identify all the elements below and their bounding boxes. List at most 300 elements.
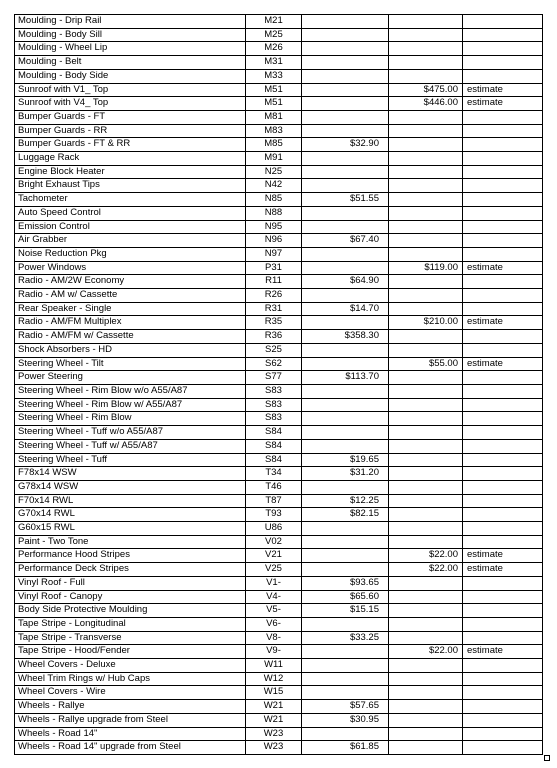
option-description-cell: Wheels - Road 14" [15,727,246,741]
option-note-cell [463,384,543,398]
option-price-cell [302,686,389,700]
option-code-cell: W15 [246,686,302,700]
option-note-cell [463,576,543,590]
table-row [15,316,543,330]
option-estimate-price-cell [389,412,463,426]
option-price-cell [302,522,389,536]
option-note-cell [463,700,543,714]
option-estimate-price-cell [389,152,463,166]
table-row [15,453,543,467]
option-note-cell [463,659,543,673]
option-description-cell: Bumper Guards - FT [15,110,246,124]
option-description-cell: F70x14 RWL [15,494,246,508]
option-note-cell [463,343,543,357]
table-row [15,617,543,631]
option-code-cell: M26 [246,42,302,56]
option-note-cell [463,590,543,604]
option-note-cell [463,42,543,56]
option-estimate-price-cell [389,508,463,522]
option-price-cell [302,28,389,42]
table-row [15,220,543,234]
table-row [15,69,543,83]
option-description-cell: Bumper Guards - RR [15,124,246,138]
option-code-cell: V02 [246,535,302,549]
option-description-cell: Moulding - Drip Rail [15,15,246,29]
option-note-cell [463,494,543,508]
table-row [15,206,543,220]
option-code-cell: S83 [246,412,302,426]
option-code-cell: R31 [246,302,302,316]
option-note-cell [463,289,543,303]
table-row [15,522,543,536]
option-price-cell [302,617,389,631]
table-row [15,110,543,124]
option-estimate-price-cell [389,480,463,494]
option-code-cell: R11 [246,275,302,289]
table-row [15,138,543,152]
table-row [15,700,543,714]
option-description-cell: Rear Speaker - Single [15,302,246,316]
option-price-cell: $65.60 [302,590,389,604]
option-price-cell [302,645,389,659]
option-note-cell [463,275,543,289]
option-note-cell [463,631,543,645]
option-description-cell: Steering Wheel - Tilt [15,357,246,371]
option-note-cell [463,508,543,522]
option-description-cell: Bright Exhaust Tips [15,179,246,193]
option-description-cell: Tachometer [15,193,246,207]
option-estimate-price-cell [389,631,463,645]
table-row [15,289,543,303]
table-row [15,727,543,741]
option-estimate-price-cell [389,672,463,686]
option-note-cell [463,247,543,261]
table-row [15,398,543,412]
table-row [15,261,543,275]
table-row [15,508,543,522]
option-note-cell: estimate [463,549,543,563]
table-row [15,467,543,481]
option-estimate-price-cell [389,110,463,124]
option-note-cell [463,604,543,618]
option-estimate-price-cell [389,467,463,481]
option-note-cell [463,56,543,70]
table-row [15,357,543,371]
option-code-cell: M85 [246,138,302,152]
option-estimate-price-cell [389,604,463,618]
option-description-cell: Tape Stripe - Hood/Fender [15,645,246,659]
option-note-cell [463,480,543,494]
option-description-cell: Steering Wheel - Rim Blow w/o A55/A87 [15,384,246,398]
option-code-cell: W23 [246,741,302,755]
option-description-cell: Radio - AM/2W Economy [15,275,246,289]
option-description-cell: Wheels - Rallye [15,700,246,714]
option-code-cell: M81 [246,110,302,124]
option-price-cell [302,165,389,179]
option-code-cell: W21 [246,713,302,727]
option-note-cell [463,412,543,426]
option-code-cell: S84 [246,453,302,467]
option-code-cell: N85 [246,193,302,207]
option-code-cell: R36 [246,330,302,344]
table-row [15,330,543,344]
option-note-cell [463,426,543,440]
option-note-cell [463,371,543,385]
option-price-cell: $57.65 [302,700,389,714]
option-price-cell: $51.55 [302,193,389,207]
option-description-cell: Steering Wheel - Tuff [15,453,246,467]
option-estimate-price-cell [389,206,463,220]
option-description-cell: Air Grabber [15,234,246,248]
option-note-cell: estimate [463,645,543,659]
option-code-cell: V6- [246,617,302,631]
option-estimate-price-cell [389,330,463,344]
option-estimate-price-cell [389,590,463,604]
option-note-cell [463,234,543,248]
option-estimate-price-cell [389,275,463,289]
table-row [15,549,543,563]
option-code-cell: V1- [246,576,302,590]
option-note-cell [463,713,543,727]
option-price-cell [302,727,389,741]
option-estimate-price-cell [389,289,463,303]
option-price-cell [302,220,389,234]
table-row [15,234,543,248]
option-price-cell [302,343,389,357]
option-note-cell [463,206,543,220]
option-price-cell [302,289,389,303]
option-estimate-price-cell: $22.00 [389,549,463,563]
option-note-cell [463,398,543,412]
option-code-cell: V9- [246,645,302,659]
table-row [15,604,543,618]
option-estimate-price-cell [389,56,463,70]
option-price-cell [302,69,389,83]
option-description-cell: Moulding - Body Sill [15,28,246,42]
table-row [15,179,543,193]
page-end-marker [544,755,550,761]
option-price-cell [302,439,389,453]
option-estimate-price-cell [389,522,463,536]
option-estimate-price-cell [389,727,463,741]
option-estimate-price-cell: $22.00 [389,645,463,659]
table-row [15,152,543,166]
option-price-cell: $93.65 [302,576,389,590]
table-row [15,535,543,549]
option-code-cell: S77 [246,371,302,385]
option-price-cell: $15.15 [302,604,389,618]
table-row [15,384,543,398]
option-price-cell [302,563,389,577]
option-estimate-price-cell [389,659,463,673]
option-price-cell: $82.15 [302,508,389,522]
option-note-cell: estimate [463,563,543,577]
table-row [15,193,543,207]
option-description-cell: Vinyl Roof - Full [15,576,246,590]
option-note-cell: estimate [463,316,543,330]
option-code-cell: W21 [246,700,302,714]
option-code-cell: M21 [246,15,302,29]
option-price-cell [302,247,389,261]
table-row [15,97,543,111]
option-estimate-price-cell [389,343,463,357]
table-row [15,426,543,440]
option-note-cell [463,302,543,316]
option-price-cell: $30.95 [302,713,389,727]
option-note-cell [463,686,543,700]
option-code-cell: S84 [246,426,302,440]
option-note-cell [463,439,543,453]
table-row [15,42,543,56]
option-note-cell [463,165,543,179]
option-estimate-price-cell: $210.00 [389,316,463,330]
table-row [15,83,543,97]
option-description-cell: Paint - Two Tone [15,535,246,549]
option-price-cell: $12.25 [302,494,389,508]
option-price-cell [302,42,389,56]
option-description-cell: Sunroof with V1_ Top [15,83,246,97]
option-note-cell [463,467,543,481]
option-code-cell: W11 [246,659,302,673]
option-code-cell: S83 [246,384,302,398]
option-note-cell [463,193,543,207]
option-code-cell: N96 [246,234,302,248]
option-code-cell: M33 [246,69,302,83]
option-description-cell: Power Steering [15,371,246,385]
option-estimate-price-cell: $446.00 [389,97,463,111]
option-description-cell: F78x14 WSW [15,467,246,481]
option-note-cell [463,28,543,42]
option-code-cell: S84 [246,439,302,453]
option-estimate-price-cell [389,15,463,29]
option-note-cell: estimate [463,97,543,111]
option-description-cell: Bumper Guards - FT & RR [15,138,246,152]
table-row [15,28,543,42]
option-price-cell: $358.30 [302,330,389,344]
option-estimate-price-cell [389,713,463,727]
option-note-cell [463,152,543,166]
table-row [15,371,543,385]
option-code-cell: V21 [246,549,302,563]
option-price-cell [302,56,389,70]
option-description-cell: Radio - AM w/ Cassette [15,289,246,303]
table-row [15,645,543,659]
option-estimate-price-cell [389,426,463,440]
table-row [15,412,543,426]
options-table [14,14,543,755]
option-code-cell: R26 [246,289,302,303]
option-code-cell: R35 [246,316,302,330]
table-row [15,741,543,755]
option-estimate-price-cell [389,247,463,261]
option-code-cell: M31 [246,56,302,70]
option-code-cell: M51 [246,83,302,97]
option-code-cell: N97 [246,247,302,261]
option-code-cell: V5- [246,604,302,618]
table-row [15,275,543,289]
option-estimate-price-cell [389,741,463,755]
option-price-cell [302,124,389,138]
option-estimate-price-cell [389,700,463,714]
table-row [15,124,543,138]
option-price-cell: $14.70 [302,302,389,316]
option-description-cell: Wheels - Road 14" upgrade from Steel [15,741,246,755]
option-description-cell: Luggage Rack [15,152,246,166]
option-description-cell: Emission Control [15,220,246,234]
option-description-cell: Moulding - Body Side [15,69,246,83]
option-estimate-price-cell [389,453,463,467]
option-note-cell [463,672,543,686]
option-description-cell: Moulding - Wheel Lip [15,42,246,56]
table-row [15,576,543,590]
option-estimate-price-cell: $475.00 [389,83,463,97]
options-table-body [15,15,543,755]
option-code-cell: V8- [246,631,302,645]
option-estimate-price-cell: $55.00 [389,357,463,371]
option-description-cell: Vinyl Roof - Canopy [15,590,246,604]
option-note-cell [463,522,543,536]
option-description-cell: Noise Reduction Pkg [15,247,246,261]
option-note-cell [463,330,543,344]
table-row [15,302,543,316]
option-code-cell: M83 [246,124,302,138]
option-estimate-price-cell [389,398,463,412]
option-price-cell [302,412,389,426]
option-estimate-price-cell [389,28,463,42]
option-description-cell: Engine Block Heater [15,165,246,179]
option-price-cell [302,549,389,563]
option-code-cell: M25 [246,28,302,42]
option-description-cell: Steering Wheel - Tuff w/ A55/A87 [15,439,246,453]
option-description-cell: Wheel Covers - Wire [15,686,246,700]
option-description-cell: Steering Wheel - Tuff w/o A55/A87 [15,426,246,440]
option-description-cell: G78x14 WSW [15,480,246,494]
option-code-cell: W23 [246,727,302,741]
option-price-cell [302,316,389,330]
option-code-cell: S62 [246,357,302,371]
table-row [15,590,543,604]
option-description-cell: Performance Deck Stripes [15,563,246,577]
table-row [15,686,543,700]
table-row [15,713,543,727]
option-note-cell: estimate [463,261,543,275]
option-estimate-price-cell [389,384,463,398]
option-estimate-price-cell [389,165,463,179]
option-note-cell [463,220,543,234]
option-description-cell: Body Side Protective Moulding [15,604,246,618]
option-price-cell [302,426,389,440]
option-note-cell [463,124,543,138]
option-code-cell: N95 [246,220,302,234]
option-code-cell: T34 [246,467,302,481]
option-code-cell: T93 [246,508,302,522]
option-price-cell [302,659,389,673]
option-price-cell: $32.90 [302,138,389,152]
option-code-cell: V4- [246,590,302,604]
option-code-cell: T87 [246,494,302,508]
table-row [15,480,543,494]
option-price-cell [302,152,389,166]
option-description-cell: Wheels - Rallye upgrade from Steel [15,713,246,727]
option-price-cell [302,97,389,111]
option-price-cell: $33.25 [302,631,389,645]
option-code-cell: V25 [246,563,302,577]
option-price-cell: $61.85 [302,741,389,755]
option-code-cell: T46 [246,480,302,494]
option-price-cell [302,110,389,124]
option-code-cell: M91 [246,152,302,166]
option-description-cell: Shock Absorbers - HD [15,343,246,357]
option-price-cell [302,672,389,686]
option-note-cell [463,138,543,152]
option-price-cell [302,535,389,549]
option-code-cell: W12 [246,672,302,686]
option-description-cell: Sunroof with V4_ Top [15,97,246,111]
option-description-cell: Power Windows [15,261,246,275]
option-code-cell: U86 [246,522,302,536]
option-price-cell: $31.20 [302,467,389,481]
table-row [15,343,543,357]
option-note-cell: estimate [463,357,543,371]
option-estimate-price-cell [389,576,463,590]
option-price-cell [302,480,389,494]
option-estimate-price-cell [389,535,463,549]
option-price-cell [302,261,389,275]
option-code-cell: M51 [246,97,302,111]
option-price-cell: $19.65 [302,453,389,467]
option-description-cell: Performance Hood Stripes [15,549,246,563]
table-row [15,494,543,508]
option-note-cell [463,453,543,467]
option-description-cell: Moulding - Belt [15,56,246,70]
option-estimate-price-cell [389,617,463,631]
option-code-cell: P31 [246,261,302,275]
option-note-cell [463,741,543,755]
option-estimate-price-cell [389,371,463,385]
option-estimate-price-cell [389,234,463,248]
option-price-cell [302,15,389,29]
option-estimate-price-cell [389,302,463,316]
option-description-cell: Wheel Covers - Deluxe [15,659,246,673]
option-code-cell: S83 [246,398,302,412]
option-code-cell: N42 [246,179,302,193]
option-note-cell [463,727,543,741]
option-code-cell: N25 [246,165,302,179]
option-price-cell [302,179,389,193]
option-description-cell: Steering Wheel - Rim Blow w/ A55/A87 [15,398,246,412]
table-row [15,15,543,29]
option-note-cell: estimate [463,83,543,97]
option-estimate-price-cell [389,179,463,193]
option-estimate-price-cell: $119.00 [389,261,463,275]
option-code-cell: S25 [246,343,302,357]
option-price-cell [302,384,389,398]
option-note-cell [463,69,543,83]
table-row [15,439,543,453]
option-estimate-price-cell [389,193,463,207]
option-description-cell: Auto Speed Control [15,206,246,220]
table-row [15,672,543,686]
option-estimate-price-cell [389,124,463,138]
option-estimate-price-cell [389,138,463,152]
table-row [15,247,543,261]
option-price-cell: $67.40 [302,234,389,248]
option-estimate-price-cell [389,69,463,83]
option-description-cell: Wheel Trim Rings w/ Hub Caps [15,672,246,686]
option-description-cell: G70x14 RWL [15,508,246,522]
table-row [15,563,543,577]
option-description-cell: Steering Wheel - Rim Blow [15,412,246,426]
